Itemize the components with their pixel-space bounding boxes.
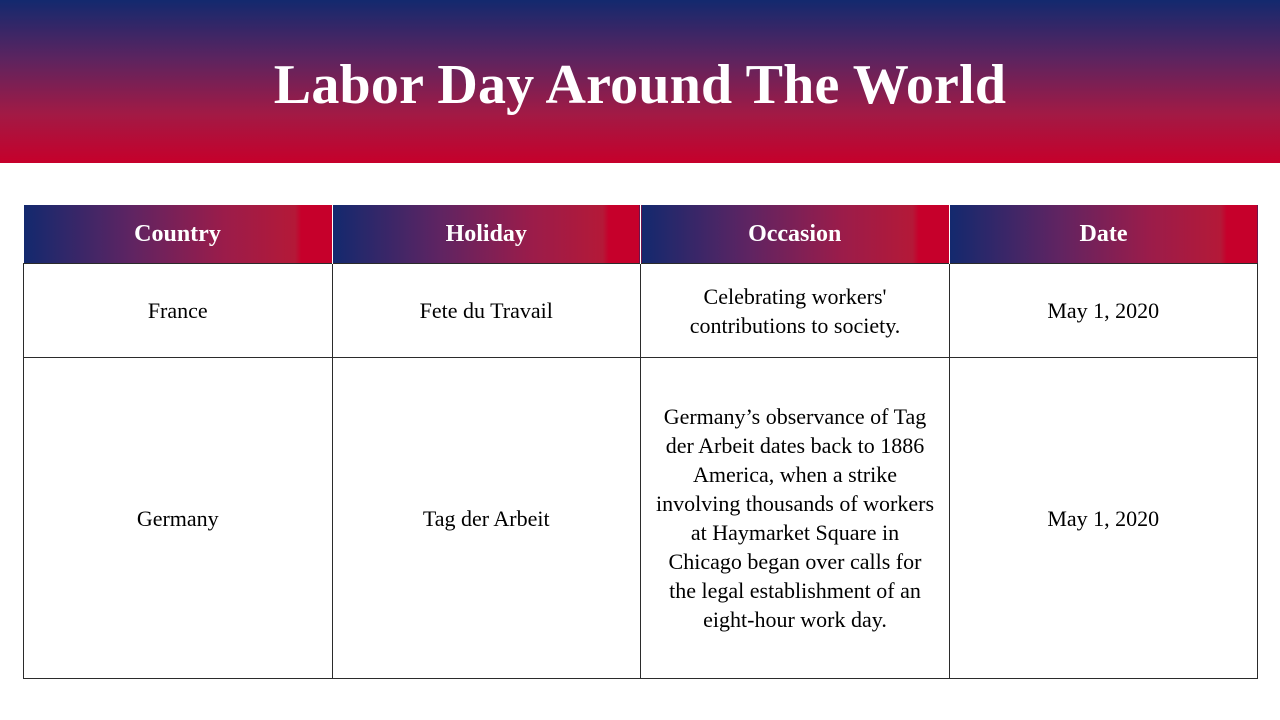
occasion-text: Germany’s observance of Tag der Arbeit dates back to 1886 America, when a strike involving thousands of workers at Haymarket Square in Chicago began over calls for the legal establishment of an eight-hour work day.	[655, 404, 935, 632]
cell-holiday: Fete du Travail	[332, 264, 641, 358]
cell-occasion	[641, 264, 950, 358]
title-banner	[0, 0, 1280, 163]
header-country: Country	[24, 205, 333, 264]
cell-occasion	[641, 358, 950, 679]
page-title: Labor Day Around The World	[273, 53, 1007, 116]
header-occasion: Occasion	[641, 205, 950, 264]
cell-holiday: Tag der Arbeit	[332, 358, 641, 679]
table-header-row	[24, 205, 1258, 264]
occasion-text: Celebrating workers' contributions to society.	[689, 283, 901, 338]
table-row	[24, 358, 1258, 679]
header-holiday: Holiday	[332, 205, 641, 264]
table-row	[24, 264, 1258, 358]
cell-country: France	[24, 264, 333, 358]
header-date: Date	[949, 205, 1258, 264]
cell-date: May 1, 2020	[949, 264, 1258, 358]
cell-country: Germany	[24, 358, 333, 679]
cell-date: May 1, 2020	[949, 358, 1258, 679]
labor-day-table	[23, 205, 1258, 679]
